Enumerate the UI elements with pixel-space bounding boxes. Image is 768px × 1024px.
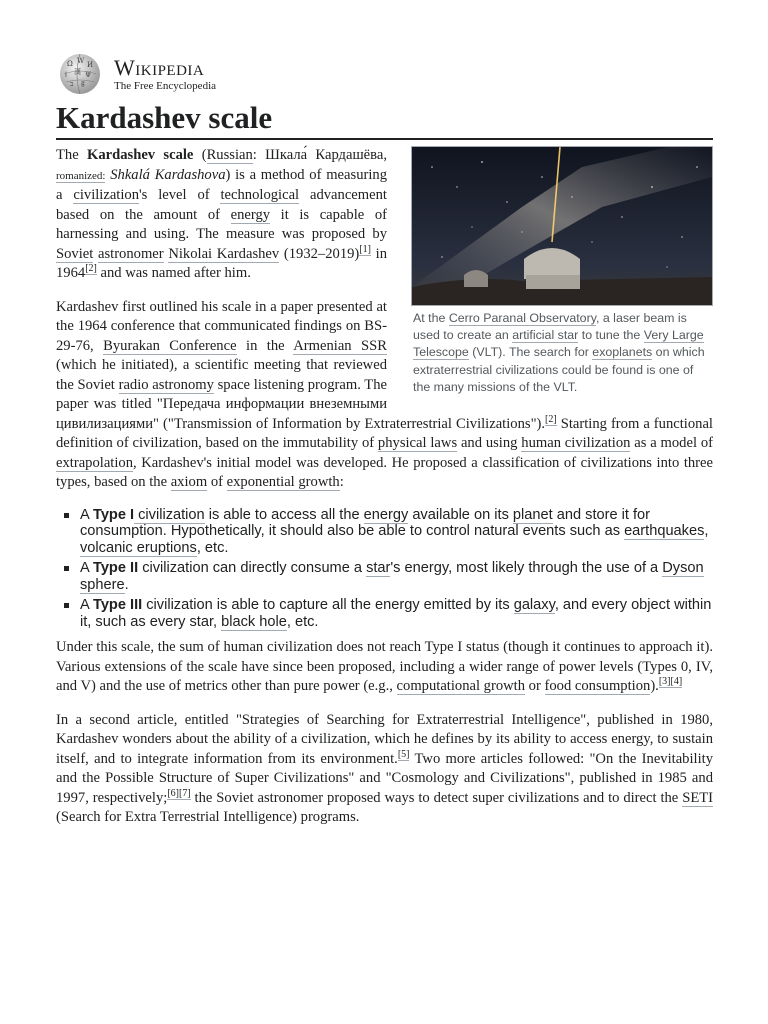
wikipedia-wordmark[interactable] [114, 54, 217, 92]
link-astronomer[interactable]: astronomer [97, 245, 164, 262]
link-civilization[interactable]: civilization [73, 187, 140, 203]
list-item-type-1 [80, 507, 713, 557]
link-volcanic-eruptions[interactable]: volcanic eruptions [80, 539, 197, 556]
link-artificial-star[interactable]: artificial star [512, 328, 579, 343]
text: : [339, 474, 344, 490]
bold-term: Type I [92, 506, 135, 523]
text: Kardashev first outlined his scale in a paper presented at the 1964 conference that communicated findings on BS-29-76, [56, 298, 387, 354]
link-exoplanets[interactable]: exoplanets [592, 345, 653, 360]
text: 's energy, most likely through the use of a [390, 560, 663, 576]
link-exponential-growth[interactable]: exponential growth [226, 474, 340, 490]
svg-text:漢: 漢 [74, 68, 81, 76]
wordmark-name: Wikipedia [114, 54, 205, 80]
text: A [80, 560, 93, 576]
bold-term: Type II [92, 560, 139, 576]
svg-text:W: W [77, 57, 85, 65]
link-technological[interactable]: technological [220, 187, 300, 203]
link-nikolai-kardashev[interactable]: Nikolai Kardashev [168, 245, 280, 262]
caption-text: (VLT). The search for [468, 345, 593, 360]
link-radio-astronomy[interactable]: radio astronomy [118, 376, 214, 393]
paragraph-second-article [56, 711, 713, 828]
text: , and every object within it, such as every star, [80, 597, 712, 630]
citation-3[interactable]: [3] [658, 676, 671, 687]
link-energy[interactable]: energy [363, 506, 409, 523]
link-romanized[interactable]: romanized: [56, 169, 106, 182]
text: , etc. [286, 613, 319, 630]
text: The [56, 147, 87, 163]
text: ) is a method of measuring a [56, 166, 387, 203]
svg-text:Ψ: Ψ [85, 71, 92, 79]
caption-text: At the [413, 311, 449, 325]
figure-caption [411, 306, 713, 396]
text: civilization can directly consume a [138, 560, 367, 576]
svg-text:Ω: Ω [67, 60, 73, 68]
text: of [207, 474, 227, 490]
article-figure [411, 146, 713, 396]
wikipedia-globe-logo[interactable] [56, 52, 104, 96]
link-dyson-sphere[interactable]: Dyson sphere [80, 560, 704, 593]
link-russian[interactable]: Russian [206, 147, 253, 163]
text: as a model of [630, 435, 713, 451]
article-page [56, 52, 713, 842]
romanized-name: Shkalá Kardashova [110, 166, 226, 183]
text: Under this scale, the sum of human civilization does not reach Type I status (though it continues to approach it). Various extensions of the scale have since been proposed, including a wider range of power levels (Types 0, IV, and V) and the use of metrics other than pure power (e.g., [56, 639, 713, 694]
citation-7[interactable]: [7] [178, 787, 191, 799]
link-food-consumption[interactable]: food consumption [544, 678, 651, 694]
caption-text: on which extraterrestrial civilizations could be found is one of the many missions of the VLT. [413, 345, 705, 394]
svg-text:ا: ا [65, 71, 67, 79]
text: civilization is able to capture all the energy emitted by its [142, 597, 514, 613]
text: is able to access all the [204, 506, 364, 523]
link-computational-growth[interactable]: computational growth [396, 678, 526, 694]
text: (which he initiated), a scientific meeting that reviewed the Soviet [56, 357, 387, 393]
paragraph-extensions [56, 638, 713, 697]
link-soviet[interactable]: Soviet [56, 245, 94, 262]
link-very-large-telescope[interactable]: Very Large Telescope [413, 328, 704, 360]
text: the Soviet astronomer proposed ways to detect super civilizations and to direct the [190, 789, 683, 806]
text: , Kardashev's initial model was developed. He proposed a classification of civilizations into three types, based on the [56, 454, 713, 490]
svg-text:И: И [87, 61, 94, 69]
citation-5[interactable]: [5] [397, 748, 410, 760]
link-energy[interactable]: energy [230, 206, 271, 223]
wordmark-tagline: The Free Encyclopedia [114, 79, 217, 92]
text: Starting from a functional definition of civilization, based on the immutability of [56, 415, 713, 451]
text: or [525, 678, 545, 694]
text: A [80, 597, 93, 613]
svg-text:ह: ह [81, 80, 85, 88]
citation-2[interactable]: [2] [85, 263, 97, 274]
page-title: Kardashev scale [56, 100, 713, 140]
text: advancement based on the amount of [56, 187, 387, 223]
text: , etc. [196, 539, 229, 556]
text: . [124, 576, 129, 593]
text: , [704, 523, 709, 539]
text: ( [193, 147, 207, 163]
text: and was named after him. [96, 265, 251, 281]
link-civilization[interactable]: civilization [134, 506, 205, 523]
text: (Search for Extra Terrestrial Intelligence) programs. [56, 809, 360, 825]
link-byurakan-conference[interactable]: Byurakan Conference [103, 337, 237, 354]
link-cerro-paranal[interactable]: Cerro Paranal Observatory [448, 311, 596, 325]
link-human-civilization[interactable]: human civilization [521, 435, 631, 451]
citation-4[interactable]: [4] [670, 676, 683, 687]
article-body [56, 146, 713, 828]
bold-term: Type III [92, 597, 143, 613]
text: it is capable of harnessing and using. The measure was proposed by [56, 206, 388, 242]
text: in 1964 [56, 245, 387, 281]
text: in the [236, 337, 294, 354]
text: : Шкала́ Кардашёва, [252, 147, 387, 163]
svg-text:ב: ב [70, 80, 74, 88]
text: ). [650, 678, 659, 694]
text: In a second article, entitled "Strategies of Searching for Extraterrestrial Intelligence", published in 1980, Kardashev wonders about the ability of a civilization, which he defines by its ability to access energy, to sustain itself, and to integrate information from its environment. [56, 711, 713, 767]
text: available on its [408, 506, 513, 523]
list-item-type-3 [80, 597, 713, 630]
link-seti[interactable]: SETI [682, 789, 714, 806]
link-extrapolation[interactable]: extrapolation [56, 454, 133, 471]
text: 's level of [139, 187, 221, 203]
link-star[interactable]: star [366, 560, 391, 576]
bold-term: Kardashev scale [87, 147, 194, 163]
citation-1[interactable]: [1] [359, 243, 371, 255]
link-earthquakes[interactable]: earthquakes [624, 523, 705, 539]
link-physical-laws[interactable]: physical laws [377, 435, 458, 451]
caption-text: , a laser beam is used to create an [413, 311, 687, 343]
text: and store it for consumption. Hypothetically, it should also be able to control natural events such as [80, 506, 651, 539]
list-item-type-2 [80, 560, 713, 593]
link-axiom[interactable]: axiom [170, 474, 208, 490]
observatory-laser-photo[interactable] [411, 146, 713, 306]
text: A [80, 506, 93, 523]
text: (1932–2019) [279, 245, 360, 262]
civilization-types-list [56, 507, 713, 631]
citation-6[interactable]: [6] [167, 787, 179, 799]
citation-2[interactable]: [2] [545, 413, 557, 425]
link-armenian-ssr[interactable]: Armenian SSR [293, 337, 388, 354]
link-planet[interactable]: planet [512, 506, 553, 523]
caption-text: to tune the [578, 328, 644, 343]
site-header [56, 52, 713, 96]
text: space listening program. The paper was titled "Передача информации внеземными цивилизациями" ("Transmission of Information by Extraterrestrial Civilizations"). [56, 376, 546, 432]
text: Two more articles followed: "On the Inevitability and the Possible Structure of Super Civilizations" and "Cosmology and Civilizations", published in 1985 and 1997, respectively; [56, 750, 713, 806]
link-galaxy[interactable]: galaxy [513, 597, 555, 613]
text: and using [457, 435, 522, 451]
link-black-hole[interactable]: black hole [221, 613, 287, 630]
